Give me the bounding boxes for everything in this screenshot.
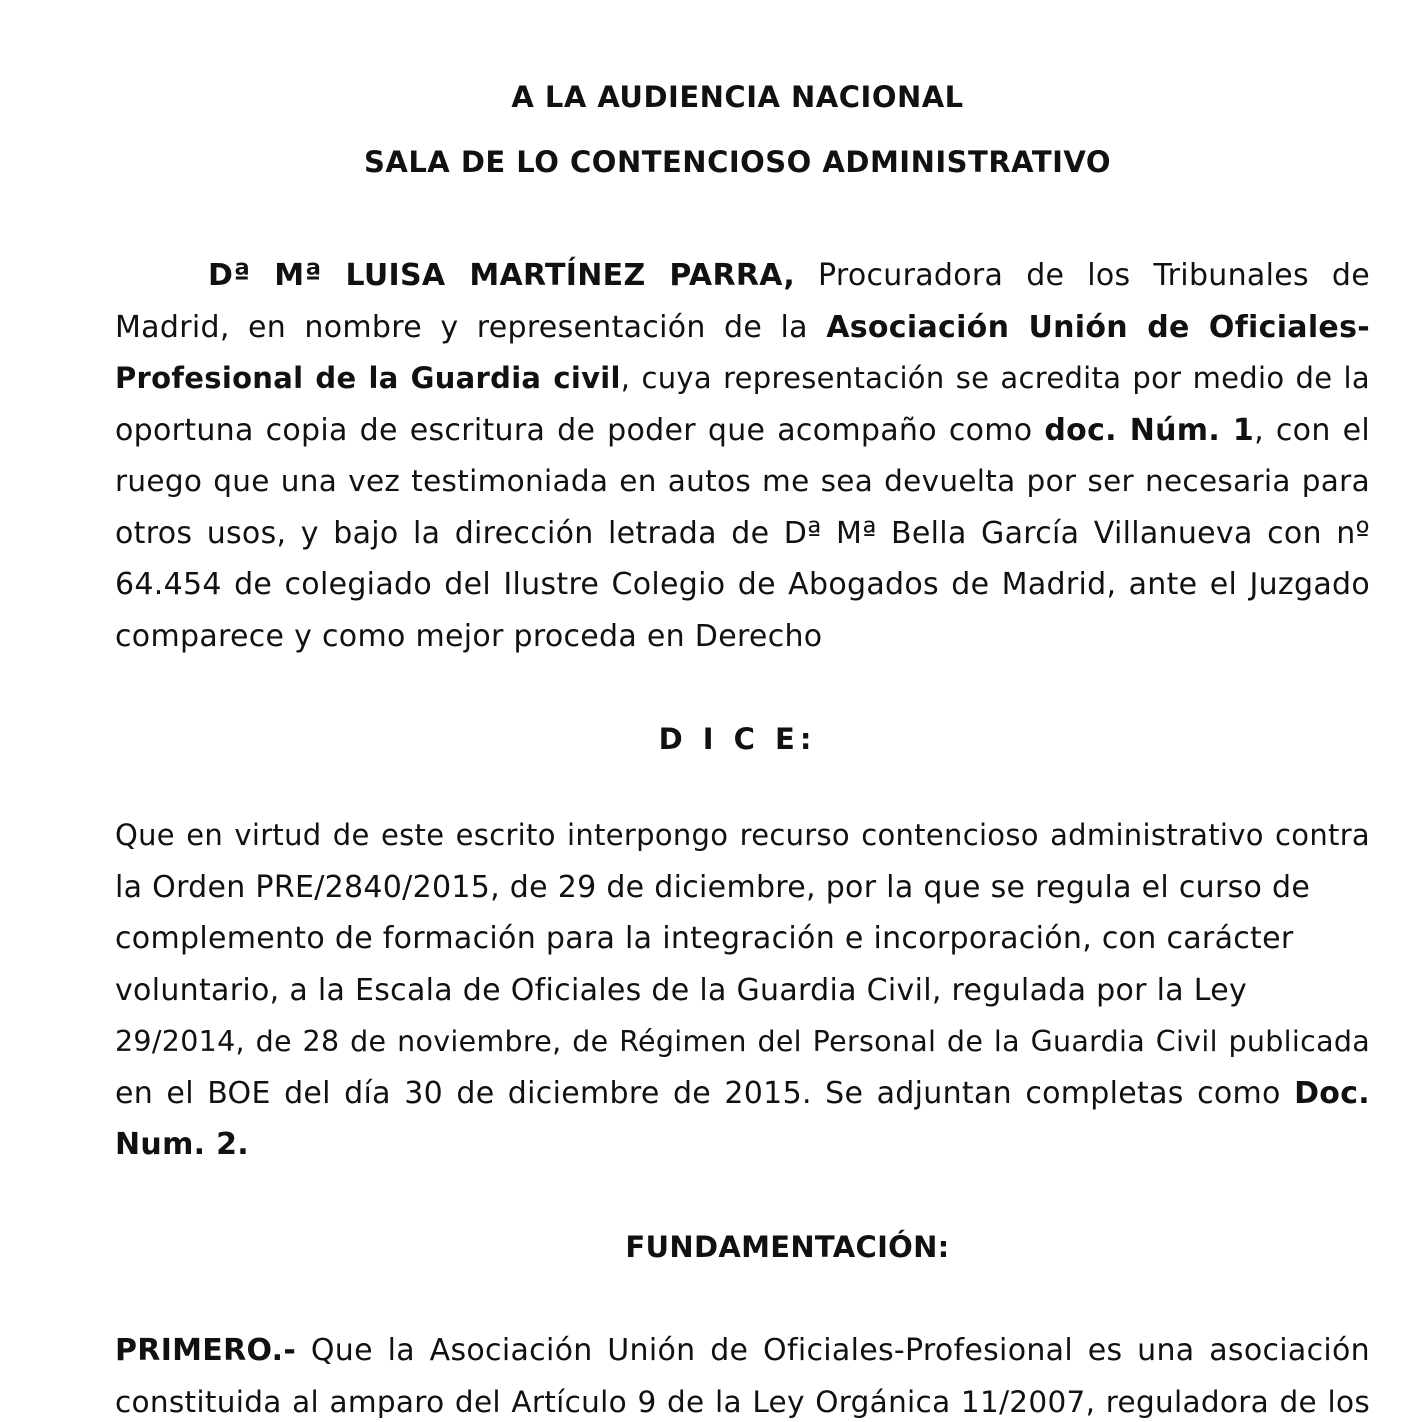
- intro-paragraph: [115, 250, 1370, 662]
- court-heading: A LA AUDIENCIA NACIONAL: [511, 80, 964, 114]
- intro-line-2-text: Madrid, en nombre y representación de la: [115, 309, 808, 345]
- primero-paragraph: [115, 1325, 1370, 1422]
- recurso-line-6: [115, 1068, 1370, 1120]
- intro-line-3-text: , cuya representación se acredita por medio de la: [620, 361, 1370, 395]
- primero-line-2: constituida al amparo del Artículo 9 de la Ley Orgánica 11/2007, reguladora de los: [115, 1384, 1370, 1419]
- intro-line-6: otros usos, y bajo la dirección letrada de Dª Mª Bella García Villanueva con nº: [115, 515, 1370, 551]
- intro-line-1-text: Procuradora de los Tribunales de: [818, 258, 1370, 293]
- intro-line-8: comparece y como mejor proceda en Derecho: [115, 618, 823, 654]
- intro-line-7: 64.454 de colegiado del Ilustre Colegio de Abogados de Madrid, ante el Juzgado: [115, 567, 1370, 602]
- intro-line-3: [115, 353, 1370, 405]
- recurso-paragraph: [115, 810, 1370, 1171]
- intro-line-5: ruego que una vez testimoniada en autos me sea devuelta por ser necesaria para: [115, 464, 1370, 498]
- chamber-heading: SALA DE LO CONTENCIOSO ADMINISTRATIVO: [363, 145, 1112, 179]
- association-name-part1: Asociación Unión de Oficiales-: [826, 309, 1370, 345]
- intro-line-2: [115, 302, 1370, 354]
- primero-label: PRIMERO.-: [115, 1333, 297, 1368]
- fundamentacion-heading: FUNDAMENTACIÓN:: [625, 1230, 950, 1264]
- intro-line-4-text: oportuna copia de escritura de poder que acompaño como: [115, 412, 1033, 448]
- primero-line-1-text: Que la Asociación Unión de Oficiales-Profesional es una asociación: [310, 1333, 1370, 1368]
- doc-num-2-part2: Num. 2.: [115, 1127, 249, 1162]
- recurso-line-2: la Orden PRE/2840/2015, de 29 de diciembre, por la que se regula el curso de: [115, 869, 1311, 905]
- recurso-line-4: voluntario, a la Escala de Oficiales de la Guardia Civil, regulada por la Ley: [115, 972, 1248, 1008]
- intro-line-4-end: , con el: [1254, 412, 1370, 448]
- intro-line-4: [115, 405, 1370, 457]
- intro-line-1: [115, 250, 1370, 302]
- recurso-line-5: 29/2014, de 28 de noviembre, de Régimen del Personal de la Guardia Civil publicada: [115, 1025, 1370, 1058]
- association-name-part2: Profesional de la Guardia civil: [115, 361, 621, 395]
- dice-heading: D I C E:: [658, 722, 817, 756]
- recurso-line-6-text: en el BOE del día 30 de diciembre de 2015. Se adjuntan completas como: [115, 1075, 1281, 1111]
- primero-line-1: [115, 1325, 1370, 1377]
- recurso-line-3: complemento de formación para la integración e incorporación, con carácter: [115, 921, 1294, 956]
- procuradora-name: Dª Mª LUISA MARTÍNEZ PARRA,: [208, 258, 796, 293]
- recurso-line-7: [115, 1119, 1370, 1171]
- doc-num-1: doc. Núm. 1: [1044, 412, 1255, 448]
- doc-num-2-part1: Doc.: [1294, 1075, 1370, 1111]
- recurso-line-1: Que en virtud de este escrito interpongo recurso contencioso administrativo contra: [115, 818, 1370, 852]
